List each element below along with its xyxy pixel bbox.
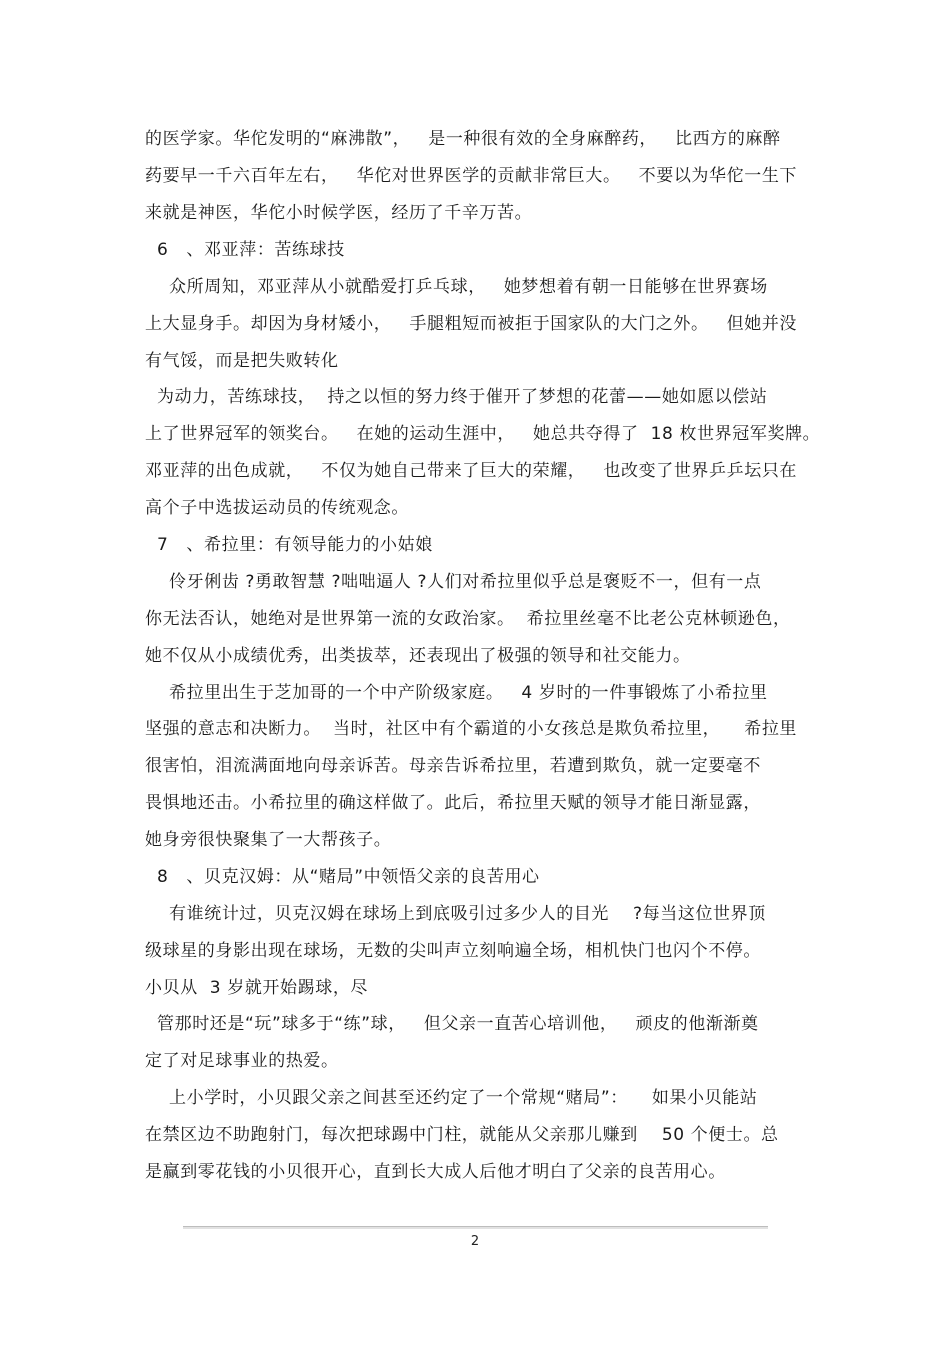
text-line: 药要早一千六百年左右， 华佗对世界医学的贡献非常巨大。 不要以为华佗一生下 [145, 166, 798, 186]
text-line: 伶牙俐齿 ?勇敢智慧 ?咄咄逼人 ?人们对希拉里似乎总是褒贬不一，但有一点 [145, 572, 762, 592]
text-line: 有谁统计过，贝克汉姆在球场上到底吸引过多少人的目光 ?每当这位世界顶 [145, 904, 766, 924]
text-line: 定了对足球事业的热爱。 [145, 1051, 339, 1071]
text-line: 是赢到零花钱的小贝很开心，直到长大成人后他才明白了父亲的良苦用心。 [145, 1162, 726, 1182]
text-line: 管那时还是“玩”球多于“练”球， 但父亲一直苦心培训他， 顽皮的他渐渐奠 [145, 1014, 759, 1034]
text-line: 坚强的意志和决断力。 当时，社区中有个霸道的小女孩总是欺负希拉里， 希拉里 [145, 719, 798, 739]
text-line: 众所周知，邓亚萍从小就酷爱打乒乓球， 她梦想着有朝一日能够在世界赛场 [145, 277, 768, 297]
text-line: 有气馁，而是把失败转化 [145, 351, 339, 371]
text-line: 上大显身手。却因为身材矮小， 手腿粗短而被拒于国家队的大门之外。 但她并没 [145, 314, 798, 334]
text-line: 上了世界冠军的领奖台。 在她的运动生涯中， 她总共夺得了 18 枚世界冠军奖牌。 [145, 424, 821, 444]
page-number: 2 [470, 1234, 480, 1249]
text-line: 7 、希拉里：有领导能力的小姑娘 [145, 535, 433, 555]
text-line: 希拉里出生于芝加哥的一个中产阶级家庭。 4 岁时的一件事锻炼了小希拉里 [145, 683, 768, 703]
text-line: 8 、贝克汉姆：从“赌局”中领悟父亲的良苦用心 [145, 867, 540, 887]
text-line: 小贝从 3 岁就开始踢球，尽 [145, 978, 369, 998]
text-line: 畏惧地还击。小希拉里的确这样做了。此后，希拉里天赋的领导才能日渐显露， [145, 793, 761, 813]
text-line: 在禁区边不助跑射门，每次把球踢中门柱，就能从父亲那儿赚到 50 个便士。总 [145, 1125, 779, 1145]
text-line: 为动力，苦练球技， 持之以恒的努力终于催开了梦想的花蕾——她如愿以偿站 [145, 387, 768, 407]
text-line: 你无法否认，她绝对是世界第一流的女政治家。 希拉里丝毫不比老公克林顿逊色， [145, 609, 791, 629]
text-line: 很害怕，泪流满面地向母亲诉苦。母亲告诉希拉里，若遭到欺负，就一定要毫不 [145, 756, 761, 776]
text-line: 来就是神医，华佗小时候学医，经历了千辛万苦。 [145, 203, 533, 223]
text-line: 的医学家。华佗发明的“麻沸散”， 是一种很有效的全身麻醉药， 比西方的麻醉 [145, 129, 781, 149]
text-line: 6 、邓亚萍：苦练球技 [145, 240, 345, 260]
footer-divider [183, 1226, 768, 1229]
text-line: 她不仅从小成绩优秀，出类拔萃，还表现出了极强的领导和社交能力。 [145, 646, 691, 666]
text-line: 邓亚萍的出色成就， 不仅为她自己带来了巨大的荣耀， 也改变了世界乒乒坛只在 [145, 461, 798, 481]
text-line: 她身旁很快聚集了一大帮孩子。 [145, 830, 392, 850]
text-line: 级球星的身影出现在球场，无数的尖叫声立刻响遍全场，相机快门也闪个不停。 [145, 941, 761, 961]
text-line: 上小学时，小贝跟父亲之间甚至还约定了一个常规“赌局”： 如果小贝能站 [145, 1088, 758, 1108]
text-line: 高个子中选拔运动员的传统观念。 [145, 498, 409, 518]
